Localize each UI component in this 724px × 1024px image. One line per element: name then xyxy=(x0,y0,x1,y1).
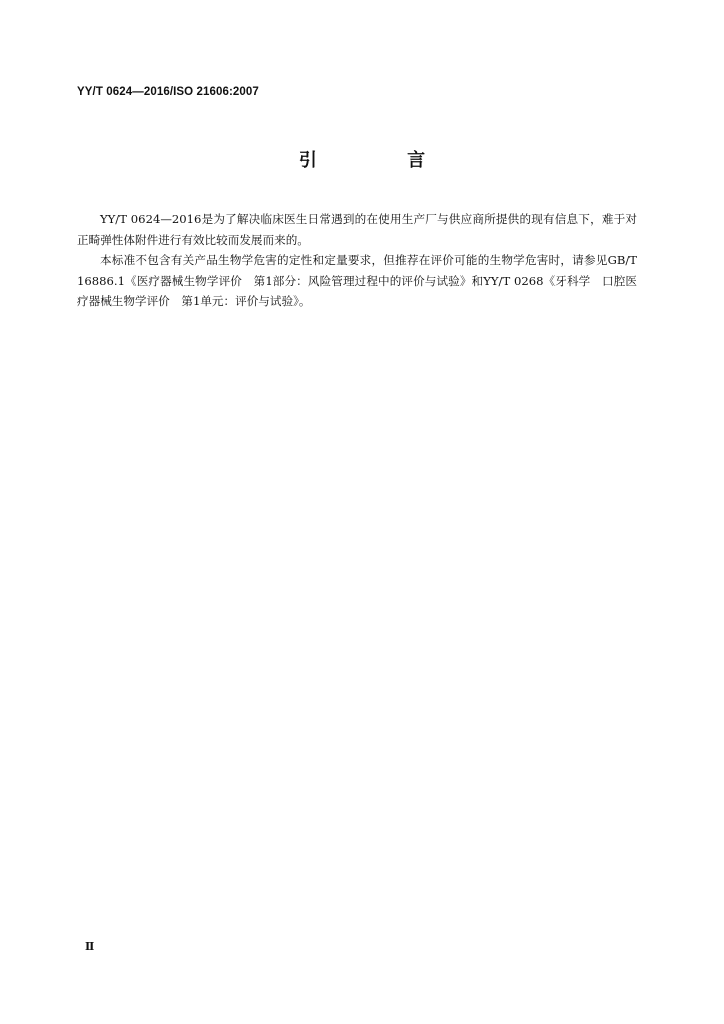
introduction-body xyxy=(77,209,637,312)
paragraph-1: YY/T 0624—2016是为了解决临床医生日常遇到的在使用生产厂与供应商所提供的现有信息下，难于对正畸弹性体附件进行有效比较而发展而来的。 xyxy=(77,212,637,247)
paragraph-2: 本标准不包含有关产品生物学危害的定性和定量要求，但推荐在评价可能的生物学危害时，请参见GB/T 16886.1《医疗器械生物学评价 第1部分：风险管理过程中的评价与试验》和YY/T 0268《牙科学 口腔医疗器械生物学评价 第1单元：评价与试验》。 xyxy=(77,253,637,308)
standard-number-header: YY/T 0624—2016/ISO 21606:2007 xyxy=(77,86,259,98)
page-number: Ⅱ xyxy=(85,940,95,953)
page-title: 引 言 xyxy=(298,150,468,171)
